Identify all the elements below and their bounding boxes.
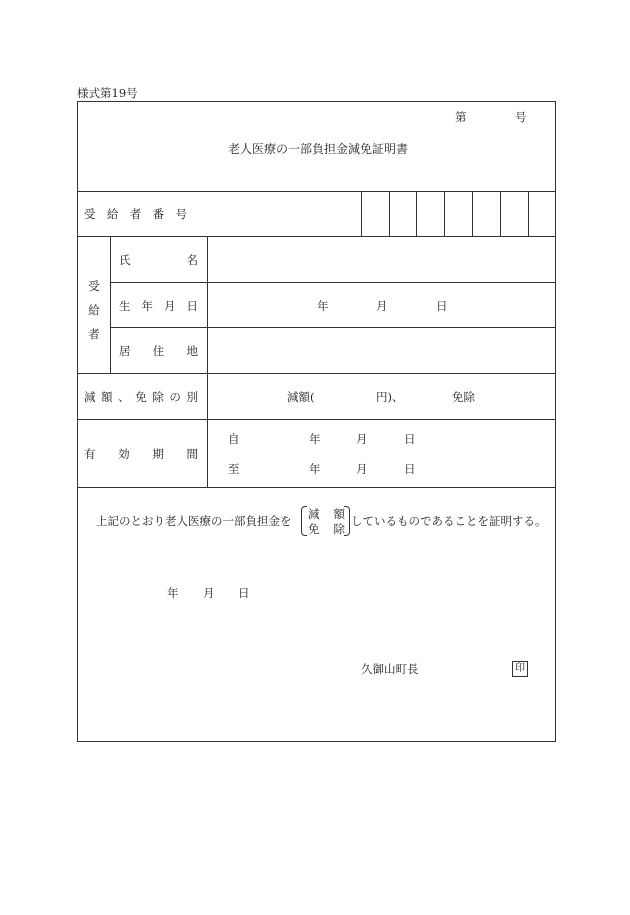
exemption-option: 免除	[452, 390, 475, 404]
recipient-number-label-char: 給	[106, 207, 119, 221]
digit-cell-divider	[444, 191, 445, 236]
row-divider	[110, 282, 556, 283]
birthdate-label-char: 年	[141, 299, 153, 313]
left-bracket	[301, 506, 307, 536]
category-label-char: 、	[118, 390, 130, 404]
digit-cell-divider	[500, 191, 501, 236]
recipient-group-label: 受 給 者	[88, 279, 100, 341]
birth-day-unit: 日	[436, 299, 448, 313]
to-month-unit: 月	[356, 462, 368, 476]
reduction-amount-close: 円)、	[376, 390, 404, 404]
recipient-number-label-char: 受	[84, 207, 96, 221]
address-label-char: 居	[119, 344, 131, 358]
recipient-number-label-char: 者	[129, 207, 142, 221]
category-label-char: 別	[186, 390, 198, 404]
certification-text-after: しているものであることを証明する。	[351, 514, 547, 528]
digit-cell-divider	[361, 191, 362, 236]
issue-year-unit: 年	[167, 586, 179, 600]
category-label	[84, 389, 198, 405]
validity-label-char: 期	[152, 447, 164, 461]
category-label-char: 除	[152, 390, 164, 404]
column-divider	[207, 236, 208, 487]
birthdate-label-char: 月	[164, 299, 176, 313]
row-divider	[77, 191, 556, 192]
validity-label	[84, 446, 198, 462]
birthdate-label-char: 生	[119, 299, 131, 313]
from-day-unit: 日	[404, 432, 416, 446]
right-bracket	[344, 506, 350, 536]
validity-label-char: 有	[84, 447, 96, 461]
name-label	[119, 252, 198, 268]
name-label-char: 氏	[119, 253, 131, 267]
validity-label-char: 間	[186, 447, 198, 461]
exempt-option-char: 免	[308, 522, 320, 536]
number-prefix: 第	[455, 110, 467, 124]
category-label-char: 額	[101, 390, 113, 404]
reduce-option-char: 額	[333, 507, 345, 521]
category-label-char: 免	[135, 390, 147, 404]
recipient-number-label-char: 号	[175, 207, 187, 221]
birthdate-label-char: 日	[186, 299, 198, 313]
birthdate-label	[119, 298, 198, 314]
to-day-unit: 日	[404, 462, 416, 476]
form-number: 様式第19号	[77, 86, 138, 100]
category-label-char: の	[169, 390, 181, 404]
row-divider	[77, 236, 556, 237]
document-title: 老人医療の一部負担金減免証明書	[228, 142, 409, 156]
exempt-option	[308, 521, 345, 537]
name-label-char: 名	[186, 253, 198, 267]
from-year-unit: 年	[309, 432, 321, 446]
category-label-char: 減	[84, 390, 96, 404]
reduce-option	[308, 506, 345, 522]
validity-to-label: 至	[228, 462, 240, 476]
row-divider	[110, 327, 556, 328]
issue-month-unit: 月	[203, 586, 215, 600]
digit-cell-divider	[389, 191, 390, 236]
validity-from-label: 自	[228, 432, 240, 446]
to-year-unit: 年	[309, 462, 321, 476]
address-label	[119, 343, 198, 359]
number-suffix: 号	[515, 110, 527, 124]
digit-cell-divider	[528, 191, 529, 236]
seal-stamp: 印	[512, 661, 528, 677]
reduce-option-char: 減	[308, 507, 320, 521]
address-label-char: 住	[152, 344, 165, 358]
row-divider	[77, 373, 556, 374]
validity-label-char: 効	[118, 447, 130, 461]
address-label-char: 地	[186, 344, 198, 358]
issuer-name: 久御山町長	[361, 662, 419, 676]
digit-cell-divider	[416, 191, 417, 236]
birth-year-unit: 年	[317, 299, 329, 313]
row-divider	[77, 419, 556, 420]
issue-day-unit: 日	[238, 586, 250, 600]
digit-cell-divider	[472, 191, 473, 236]
exempt-option-char: 除	[333, 522, 345, 536]
row-divider	[77, 487, 556, 488]
from-month-unit: 月	[356, 432, 368, 446]
recipient-number-label	[84, 206, 187, 222]
column-divider	[110, 236, 111, 373]
certification-text-before: 上記のとおり老人医療の一部負担金を	[96, 514, 292, 528]
certificate-form	[77, 101, 556, 742]
birth-month-unit: 月	[376, 299, 388, 313]
reduction-amount-open: 減額(	[287, 390, 315, 404]
recipient-number-label-char: 番	[152, 207, 165, 221]
